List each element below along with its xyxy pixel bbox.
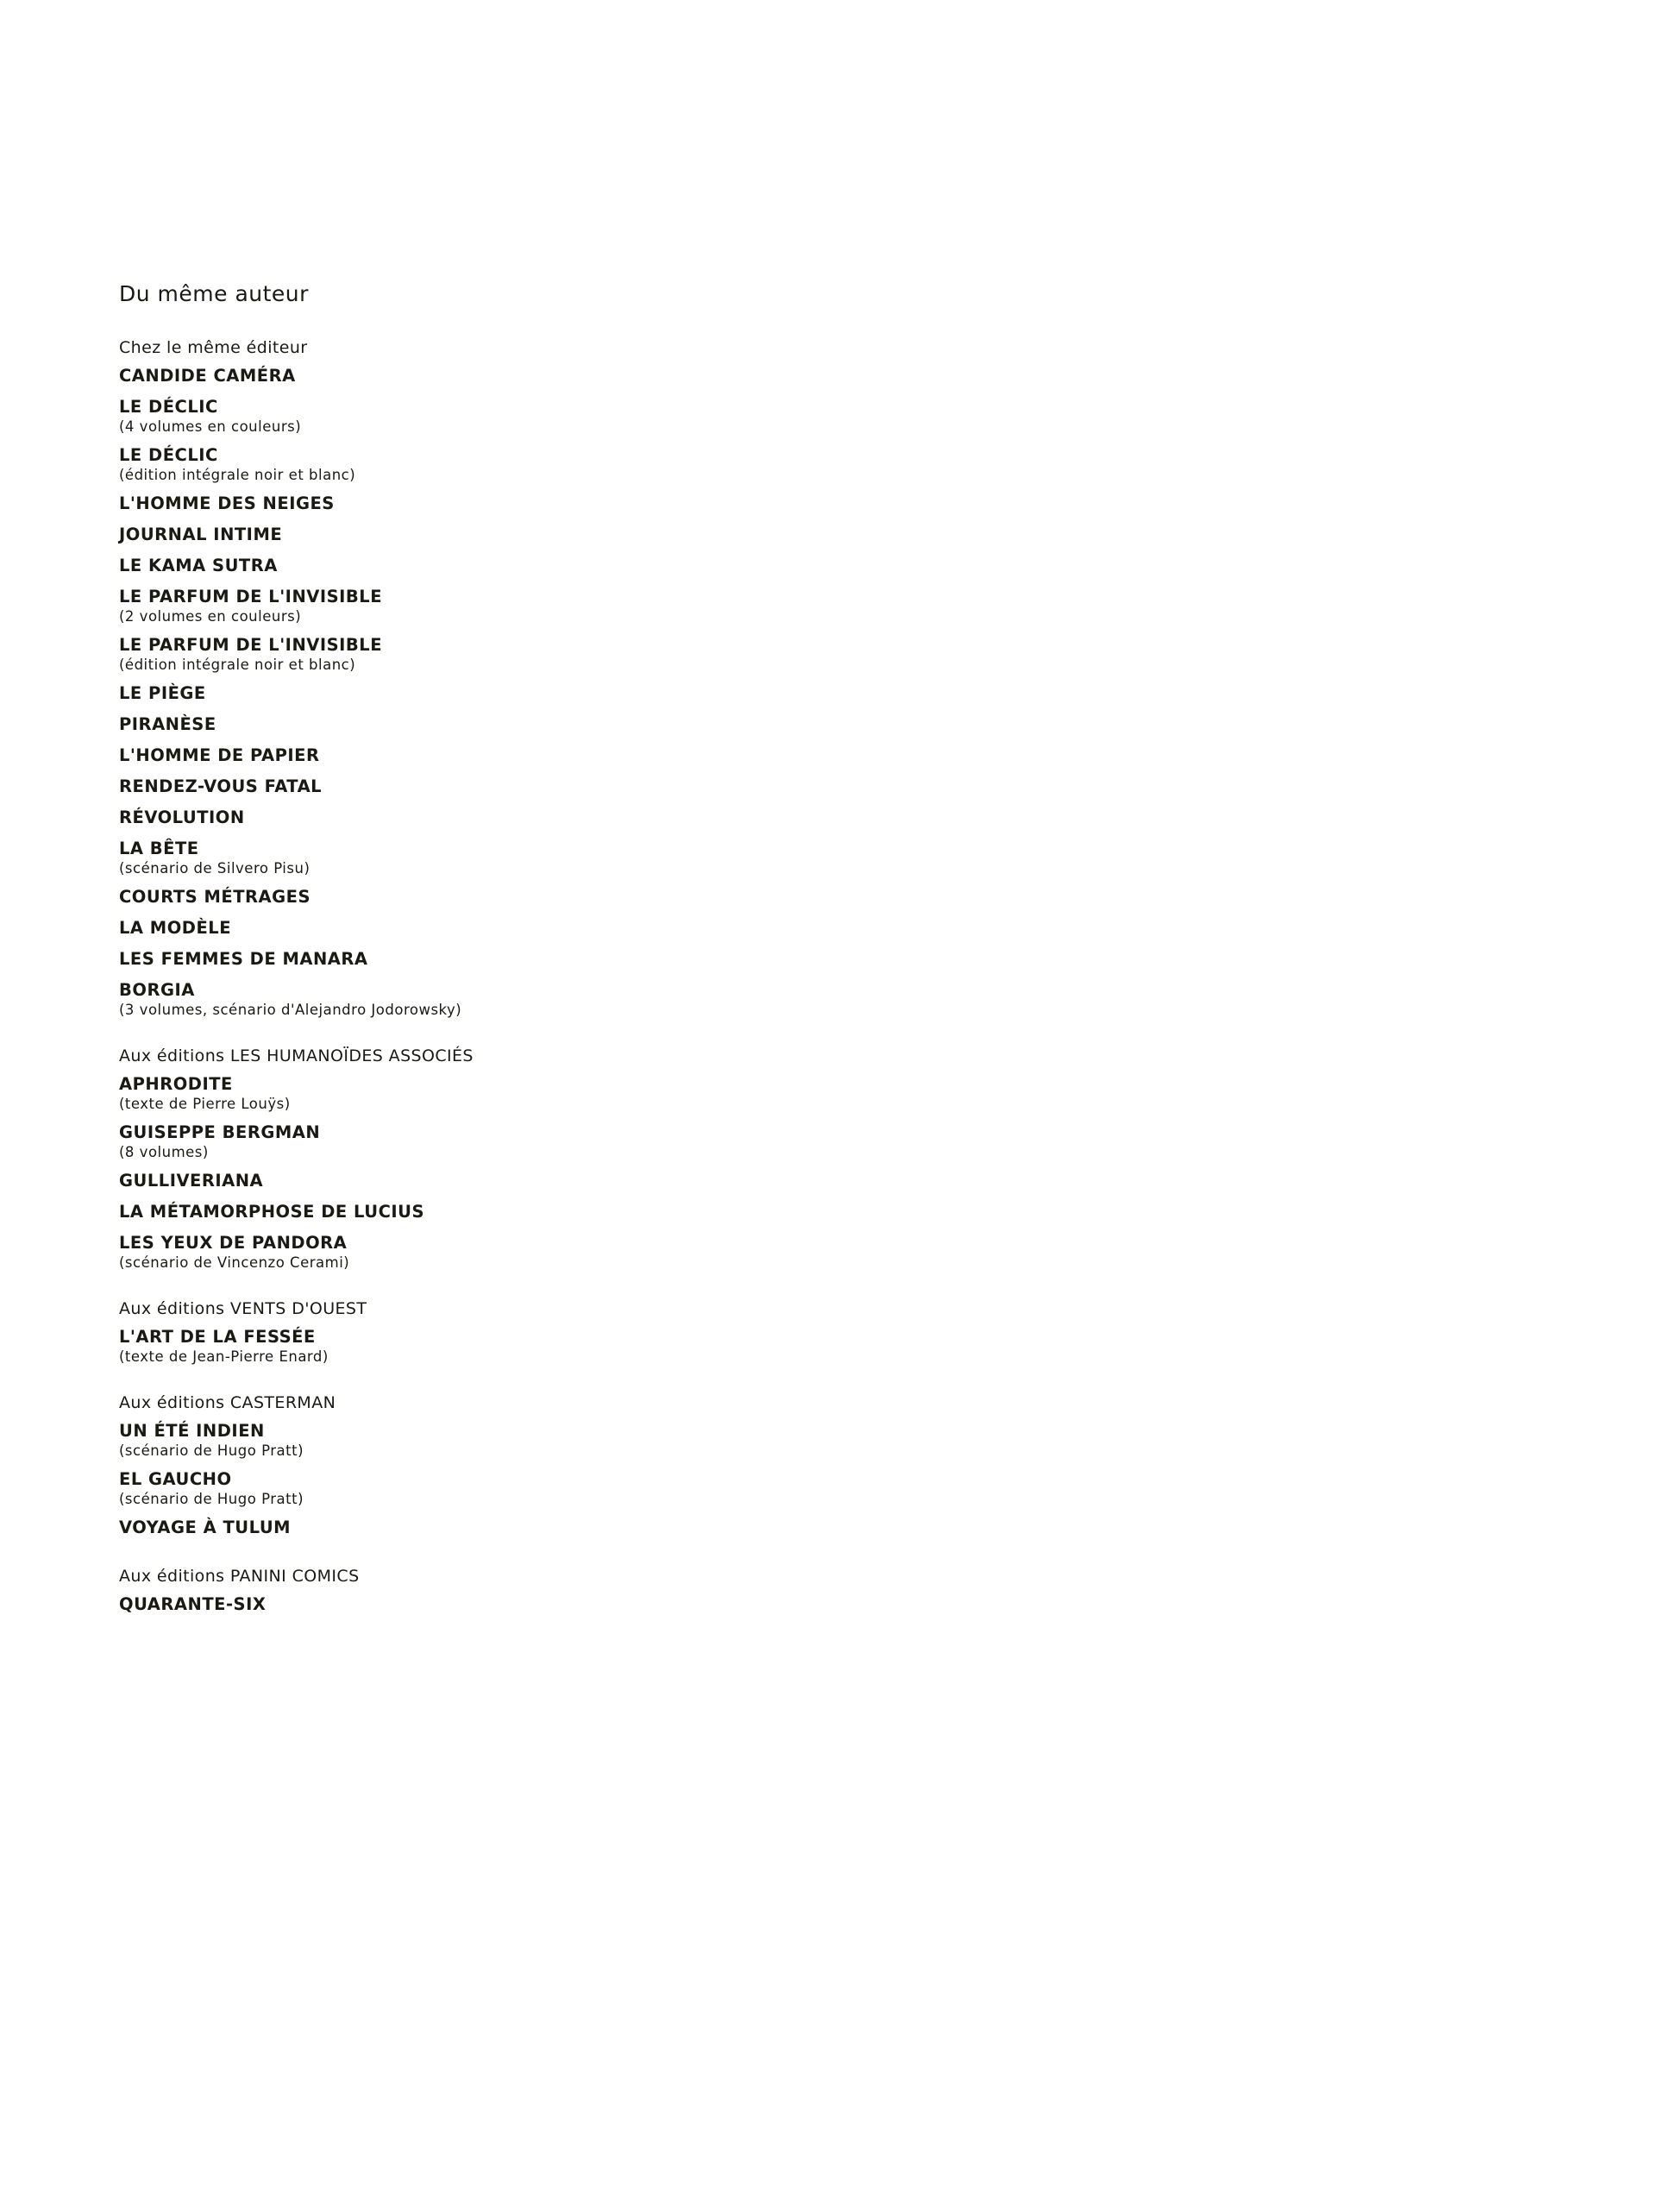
book-title: GUISEPPE BERGMAN (119, 1122, 321, 1142)
book-entry (119, 1073, 1327, 1113)
book-entry (119, 634, 1327, 674)
book-note: (édition intégrale noir et blanc) (119, 467, 356, 483)
publisher-label: Aux éditions VENTS D'OUEST (119, 1299, 367, 1318)
book-title: L'HOMME DES NEIGES (119, 493, 335, 513)
book-title: EL GAUCHO (119, 1469, 232, 1489)
book-entry (119, 1420, 1327, 1460)
book-entry (119, 776, 1327, 798)
book-title: GULLIVERIANA (119, 1171, 264, 1191)
book-entry (119, 1593, 1327, 1616)
book-title: CANDIDE CAMÉRA (119, 366, 296, 386)
book-note: (scénario de Hugo Pratt) (119, 1442, 304, 1459)
bibliography-page (119, 278, 1327, 1642)
book-entry (119, 555, 1327, 577)
book-entry (119, 886, 1327, 908)
book-entry (119, 444, 1327, 484)
page-heading: Du même auteur (119, 281, 309, 306)
publisher-sections (119, 336, 1327, 1616)
book-title: UN ÉTÉ INDIEN (119, 1421, 265, 1441)
book-title: L'ART DE LA FESSÉE (119, 1327, 316, 1347)
publisher-label: Aux éditions CASTERMAN (119, 1393, 336, 1412)
book-note: (texte de Pierre Louÿs) (119, 1096, 291, 1112)
book-note: (scénario de Vincenzo Cerami) (119, 1254, 350, 1271)
book-entry (119, 917, 1327, 939)
book-note: (8 volumes) (119, 1144, 209, 1160)
book-title: LA MÉTAMORPHOSE DE LUCIUS (119, 1202, 425, 1222)
book-title: LE KAMA SUTRA (119, 556, 278, 575)
book-title: JOURNAL INTIME (119, 525, 283, 544)
book-title: LE DÉCLIC (119, 445, 218, 465)
book-title: COURTS MÉTRAGES (119, 887, 310, 907)
book-entry (119, 1201, 1327, 1223)
book-title: BORGIA (119, 980, 195, 1000)
book-entry (119, 1326, 1327, 1366)
book-entry (119, 1170, 1327, 1192)
book-title: APHRODITE (119, 1074, 233, 1094)
publisher-section (119, 1392, 1327, 1539)
book-entry (119, 979, 1327, 1019)
book-entry (119, 396, 1327, 436)
publisher-label: Chez le même éditeur (119, 338, 308, 357)
book-note: (3 volumes, scénario d'Alejandro Jodorowsky) (119, 1002, 462, 1018)
book-title: LES FEMMES DE MANARA (119, 949, 368, 969)
book-entry (119, 1517, 1327, 1539)
book-title: RÉVOLUTION (119, 808, 245, 827)
book-title: PIRANÈSE (119, 714, 216, 734)
publisher-section (119, 1298, 1327, 1366)
book-entry (119, 745, 1327, 767)
book-note: (scénario de Silvero Pisu) (119, 860, 310, 877)
book-entry (119, 1232, 1327, 1272)
book-title: LA BÊTE (119, 839, 199, 858)
book-entry (119, 524, 1327, 546)
book-title: QUARANTE-SIX (119, 1594, 267, 1614)
book-title: LES YEUX DE PANDORA (119, 1233, 348, 1253)
publisher-label: Aux éditions LES HUMANOÏDES ASSOCIÉS (119, 1046, 474, 1065)
book-title: LE PIÈGE (119, 683, 206, 703)
book-entry (119, 586, 1327, 625)
book-title: LE PARFUM DE L'INVISIBLE (119, 635, 383, 655)
book-title: VOYAGE À TULUM (119, 1518, 292, 1537)
book-note: (édition intégrale noir et blanc) (119, 657, 356, 673)
publisher-section (119, 1045, 1327, 1272)
book-note: (texte de Jean-Pierre Enard) (119, 1348, 329, 1365)
book-entry (119, 365, 1327, 387)
book-entry (119, 682, 1327, 705)
book-title: L'HOMME DE PAPIER (119, 745, 320, 765)
book-entry (119, 713, 1327, 736)
book-entry (119, 1122, 1327, 1161)
publisher-section (119, 336, 1327, 1019)
book-entry (119, 807, 1327, 829)
book-title: RENDEZ-VOUS FATAL (119, 776, 323, 796)
book-entry (119, 838, 1327, 877)
book-title: LE PARFUM DE L'INVISIBLE (119, 587, 383, 606)
publisher-section (119, 1565, 1327, 1616)
book-note: (2 volumes en couleurs) (119, 608, 302, 625)
publisher-label: Aux éditions PANINI COMICS (119, 1567, 360, 1586)
book-title: LA MODÈLE (119, 918, 232, 938)
book-entry (119, 948, 1327, 971)
book-note: (scénario de Hugo Pratt) (119, 1491, 304, 1507)
book-entry (119, 1468, 1327, 1508)
book-entry (119, 493, 1327, 515)
book-note: (4 volumes en couleurs) (119, 418, 302, 435)
book-title: LE DÉCLIC (119, 397, 218, 417)
